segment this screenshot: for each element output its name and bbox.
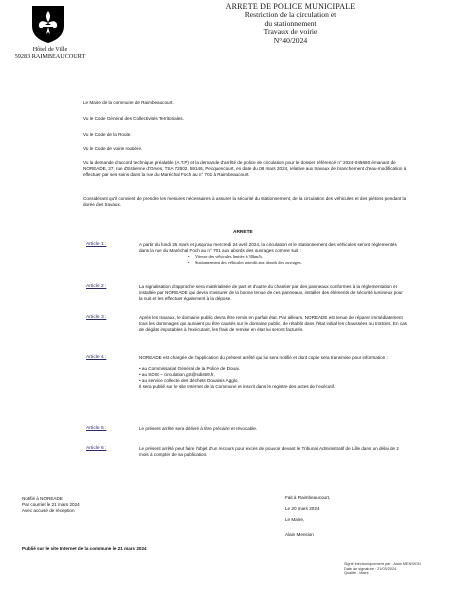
signoff-block	[285, 492, 405, 540]
publication-notice: Publié sur le site Internet de la commune le 21 mars 2024	[22, 546, 147, 551]
preamble-vu-cgct: Vu le Code Général des Collectivités Territoriales.	[83, 116, 184, 121]
preamble-maire: Le Maire de la commune de Raimbeaucourt.	[83, 100, 174, 105]
article-4-publication: Il sera publié sur le site Internet de la Commune et inscrit dans le registre des actes de l'exécutif.	[139, 383, 336, 389]
signoff-name: Alain Mension	[285, 532, 314, 537]
article-2-text: La signalisation d'approche sera matérialisée de part et d'autre du chantier par des panneaux conformes à la réglementation et installée par NOREADE qui devra s'assurer de la bonne tenue de ces panneaux, installer des éléments de sécurité lumineux pour la nuit et les effectuer également à la dépose.	[139, 284, 403, 301]
article-3-label: Article 3 :	[86, 315, 107, 320]
article-5-text: Le présent arrêté sera délivré à titre précaire et révocable.	[139, 426, 258, 431]
title-line-2: Restriction de la circulation et	[244, 10, 337, 20]
town-hall-address: 59283 RAIMBEAUCOURT	[14, 53, 86, 61]
article-6-text: Le présent arrêté peut faire l'objet d'un recours pour excès de pouvoir devant le Tribunal Administratif de Lille dans un délai de 2 mois à compter de sa publication.	[139, 446, 399, 457]
esign-quality: Qualité : Maire	[344, 571, 369, 576]
article-4-text	[139, 355, 407, 390]
article-5-label: Article 5 :	[86, 426, 107, 431]
town-hall-name: Hôtel de Ville	[32, 46, 68, 53]
esign-signer: Signé électroniquement par : Alain MENSION	[344, 562, 421, 566]
notification-line-2: Par courriel le 21 mars 2024	[22, 501, 80, 507]
article-1-text	[139, 242, 407, 265]
title-line-1: ARRETE DE POLICE MUNICIPALE	[225, 2, 356, 11]
article-1-body: A partir du lundi 25 mars et jusqu'au mercredi 24 avril 2024, la circulation et le stationnement des véhicules seront réglementés dans la rue du Maréchal Foch au n° 701 aux abords des ouvrages comme suit :	[139, 242, 397, 253]
preamble-vu-demande: Vu la demande d'accord technique préalable (A.T.P) et la demande d'arrêté de police de circulation pour le dossier référencé n° 2024-045660 émanant de NOREADE, 37, rue d'Estienne d'Orves, TSA 72502, 59146, Pecquencourt, en date du 08 mars 2024, relative aux travaux de branchement d'eau-modification à effectuer par ses soins dans la rue du Maréchal Foch au n° 701 à Raimbeaucourt.	[83, 160, 407, 177]
article-1-label: Article 1 :	[86, 242, 107, 247]
title-line-3: du stationnement	[264, 18, 317, 28]
article-4-body: NOREADE est chargée de l'application du présent arrêté qui lui sera notifié et dont copie sera transmise pour information :	[139, 355, 388, 360]
article-6-label: Article 6 :	[86, 446, 107, 451]
notification-line-3: Avec accusé de réception	[22, 507, 75, 513]
notification-block	[22, 496, 182, 514]
signoff-date: Le 20 mars 2024	[285, 506, 320, 511]
recipient-sdis: • au SDIS – circulation.gS@sdis59.fr,	[139, 371, 215, 377]
preamble-vu-voirie: Vu le Code de voirie routière.	[83, 146, 143, 151]
town-hall-block	[6, 46, 94, 61]
signoff-title: Le Maire,	[285, 517, 305, 522]
notification-line-1: Notifié à NOREADE	[22, 496, 63, 501]
decree-title	[188, 3, 393, 45]
article-4-label: Article 4 :	[86, 355, 107, 360]
recipient-waste-service: • au service collecte des déchets Douaisis Agglo.	[139, 377, 239, 383]
signoff-place: Fait à Raimbeaucourt,	[285, 495, 331, 500]
decree-number: N°40/2024	[273, 35, 308, 45]
electronic-signature-stamp	[344, 562, 421, 576]
preamble-vu-route: Vu le Code de la Route.	[83, 132, 132, 137]
article-1-bullet-parking: • Stationnement des véhicules interdit aux abords des ouvrages.	[195, 260, 407, 266]
article-1-bullets	[181, 254, 407, 266]
preamble-considerant: Considérant qu'il convient de prendre les mesures nécessaires à assurer la sécurité du stationnement, de la circulation des véhicules et des piétons pendant la durée des travaux.	[83, 196, 407, 207]
fleur-de-lis-shield-logo	[30, 4, 66, 44]
article-1-bullet-speed: • Vitesse des véhicules limitée à 30km/h,	[195, 254, 407, 260]
title-line-4: Travaux de voirie	[263, 27, 318, 37]
recipient-police: • au Commissariat Général de la Police de Douai.	[139, 365, 240, 371]
esign-date: Date de signature : 21/03/2024	[344, 566, 397, 571]
article-2-label: Article 2 :	[86, 284, 107, 289]
article-3-text: Après les travaux, le domaine public devra être remis en parfait état. Par ailleurs, NOREADE est tenue de réparer immédiatement tous les dommages qui auraient pu être causés sur le domaine public, de rétablir dans l'état initial les chaussées ou trottoirs. En cas de dégâts imputables à l'exécutant, les frais de remise en état lui seront facturés.	[139, 315, 407, 332]
arrete-heading: ARRETE	[233, 230, 253, 235]
